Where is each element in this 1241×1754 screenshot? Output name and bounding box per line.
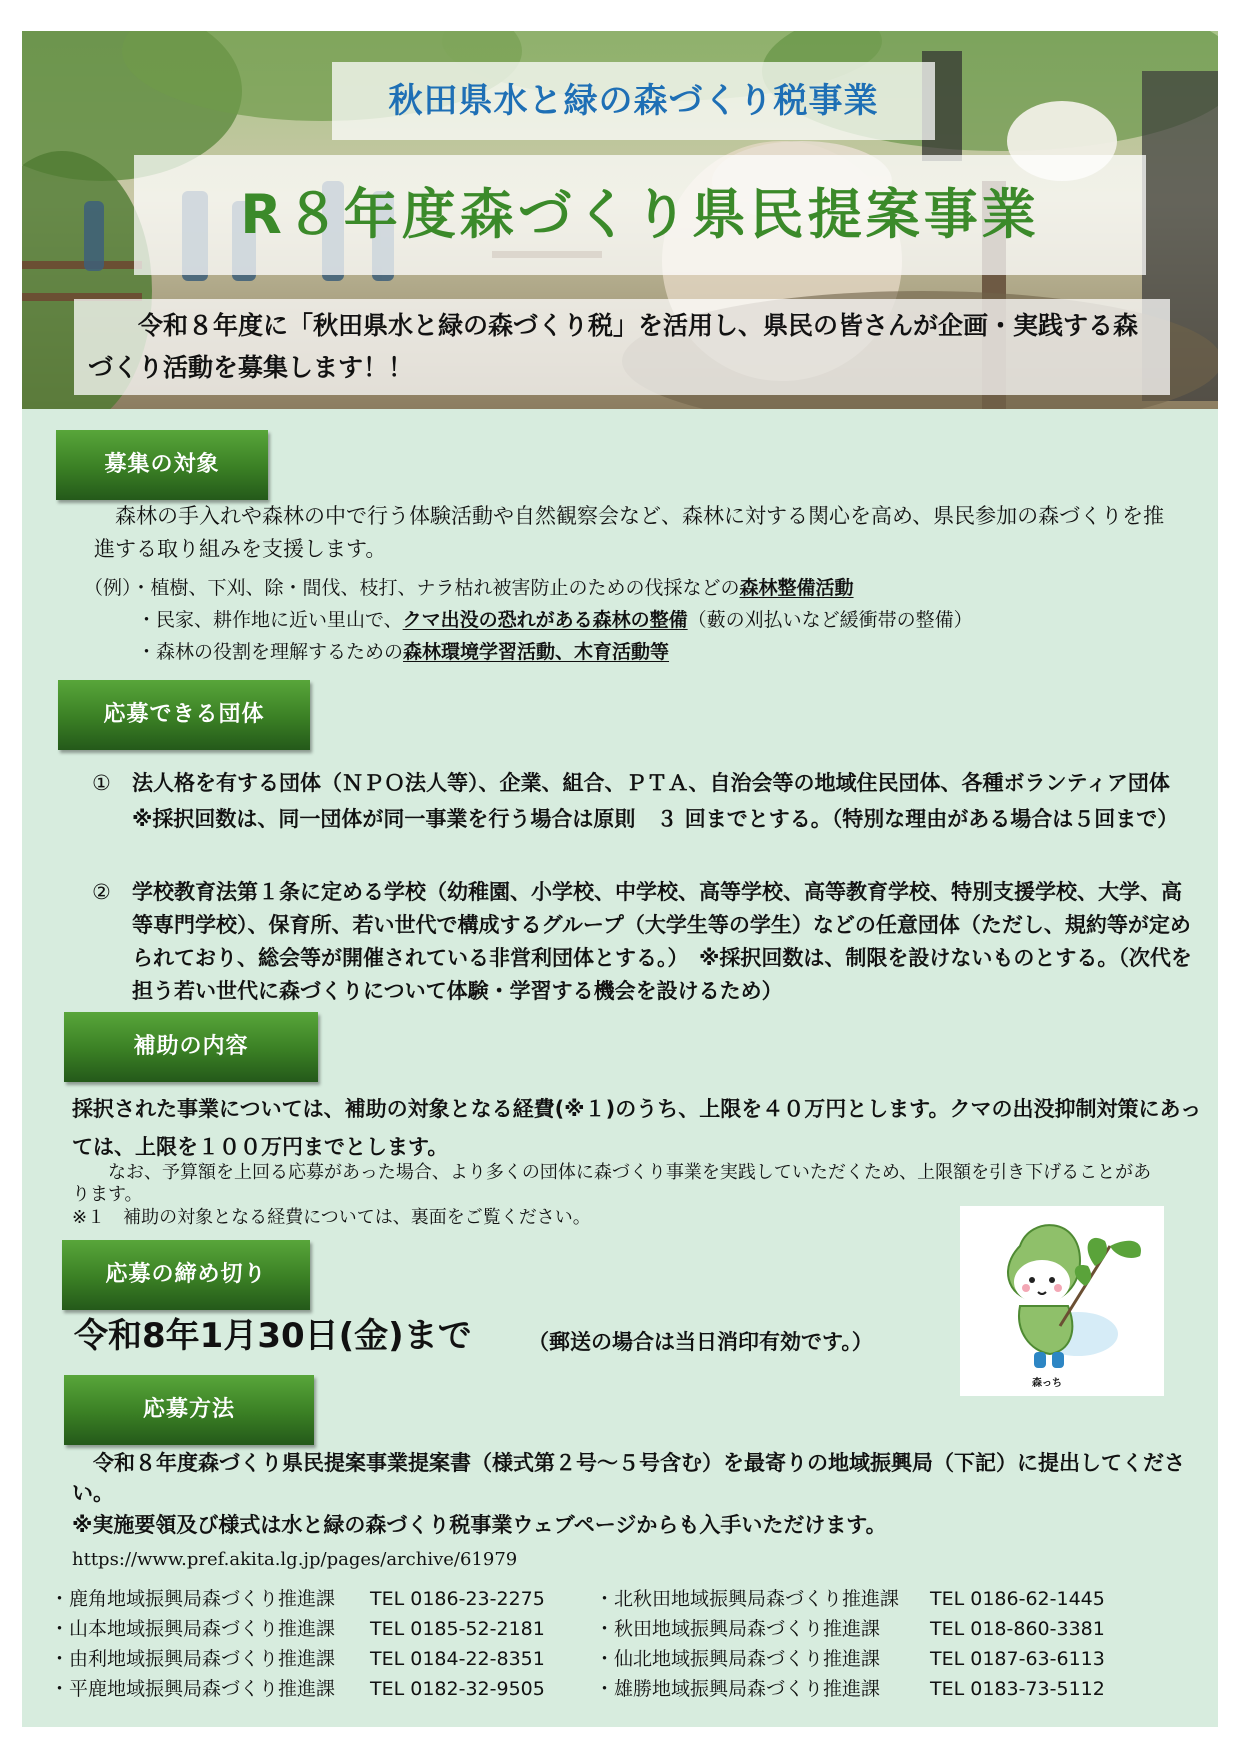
contact-row (50, 1674, 1170, 1704)
example-prefix: （例）・ (84, 577, 151, 599)
eligible-item-1: 法人格を有する団体（ＮＰＯ法人等）、企業、組合、ＰＴＡ、自治会等の地域住民団体、各種ボランティア団体 ※採択回数は、同一団体が同一事業を行う場合は原則 ３ 回までとする。（特別な理由がある場合は５回まで） (132, 771, 1191, 831)
example-3-highlight: 森林環境学習活動、木育活動等 (403, 641, 670, 663)
office-name: ・平鹿地域振興局森づくり推進課 (50, 1678, 336, 1700)
target-section-label: 募集の対象 (56, 430, 268, 500)
lead-text: 令和８年度に「秋田県水と緑の森づくり税」を活用し、県民の皆さんが企画・実践する森づくり活動を募集します！！ (74, 299, 1170, 395)
office-phone: TEL 0182-32-9505 (370, 1678, 545, 1700)
eligible-section-label: 応募できる団体 (58, 680, 310, 750)
office-phone: TEL 0186-23-2275 (370, 1588, 545, 1610)
contact-list (50, 1584, 1170, 1704)
office-name: ・由利地域振興局森づくり推進課 (50, 1648, 336, 1670)
website-link[interactable]: https://www.pref.akita.lg.jp/pages/archive/61979 (72, 1549, 518, 1570)
office-name: ・北秋田地域振興局森づくり推進課 (595, 1588, 900, 1610)
contact-row (50, 1584, 1170, 1614)
office-phone: TEL 0186-62-1445 (930, 1588, 1105, 1610)
page-title: R８年度森づくり県民提案事業 (134, 155, 1146, 275)
program-name: 秋田県水と緑の森づくり税事業 (332, 62, 935, 140)
eligible-item-2: 学校教育法第１条に定める学校（幼稚園、小学校、中学校、高等学校、高等教育学校、特別支援学校、大学、高等専門学校）、保育所、若い世代で構成するグループ（大学生等の学生）などの任意団体（ただし、規約等が定められており、総会等が開催されている非営利団体とする。） ※採択回数は、制限を設けないものとする。（次代を担う若い世代に森づくりについて体験・学習する機会を設けるため） (132, 880, 1192, 1003)
target-description: 森林の手入れや森林の中で行う体験活動や自然観察会など、森林に対する関心を高め、県民参加の森づくりを推進する取り組みを支援します。 (94, 504, 1165, 561)
subsidy-note: なお、予算額を上回る応募があった場合、より多くの団体に森づくり事業を実践していただくため、上限額を引き下げることがあります。 (72, 1162, 1152, 1205)
method-section-label: 応募方法 (64, 1375, 314, 1445)
office-name: ・雄勝地域振興局森づくり推進課 (595, 1678, 881, 1700)
office-phone: TEL 0183-73-5112 (930, 1678, 1105, 1700)
office-name: ・仙北地域振興局森づくり推進課 (595, 1648, 881, 1670)
example-1-text: 植樹、下刈、除・間伐、枝打、ナラ枯れ被害防止のための伐採などの (150, 577, 740, 599)
mascot-illustration (960, 1206, 1164, 1396)
target-example-1 (84, 572, 1184, 604)
office-name: ・秋田地域振興局森づくり推進課 (595, 1618, 881, 1640)
deadline-section-label: 応募の締め切り (62, 1240, 310, 1310)
example-2-note: （藪の刈払いなど緩衝帯の整備） (687, 609, 973, 631)
eligible-item-2-number: ② (92, 880, 111, 904)
office-name: ・鹿角地域振興局森づくり推進課 (50, 1588, 336, 1610)
contact-row (50, 1614, 1170, 1644)
eligible-item-1-number: ① (92, 771, 111, 795)
example-1-highlight: 森林整備活動 (739, 577, 854, 599)
example-2-text: ・民家、耕作地に近い里山で、 (137, 609, 403, 631)
mascot-name: 森っち (1032, 1378, 1062, 1389)
target-example-3 (137, 636, 1187, 668)
office-phone: TEL 018-860-3381 (930, 1618, 1105, 1640)
contact-row (50, 1644, 1170, 1674)
subsidy-text: 採択された事業については、補助の対象となる経費(※１)のうち、上限を４０万円とします。クマの出没抑制対策にあっては、上限を１００万円までとします。 (72, 1097, 1202, 1159)
target-example-2 (137, 604, 1187, 636)
office-name: ・山本地域振興局森づくり推進課 (50, 1618, 336, 1640)
office-phone: TEL 0185-52-2181 (370, 1618, 545, 1640)
office-phone: TEL 0187-63-6113 (930, 1648, 1105, 1670)
subsidy-section-label: 補助の内容 (64, 1012, 318, 1082)
example-2-highlight: クマ出没の恐れがある森林の整備 (402, 609, 688, 631)
hero-banner (22, 31, 1218, 409)
subsidy-footnote: ※１ 補助の対象となる経費については、裏面をご覧ください。 (72, 1207, 591, 1228)
method-note: ※実施要領及び様式は水と緑の森づくり税事業ウェブページからも入手いただけます。 (72, 1513, 887, 1537)
deadline-date: 令和8年1月30日(金)まで (74, 1316, 472, 1356)
deadline-note: （郵送の場合は当日消印有効です。） (528, 1330, 873, 1354)
example-3-text: ・森林の役割を理解するための (137, 641, 404, 663)
mascot-image (960, 1206, 1164, 1396)
office-phone: TEL 0184-22-8351 (370, 1648, 545, 1670)
method-text: 令和８年度森づくり県民提案事業提案書（様式第２号～５号含む）を最寄りの地域振興局（下記）に提出してください。 (72, 1451, 1185, 1505)
